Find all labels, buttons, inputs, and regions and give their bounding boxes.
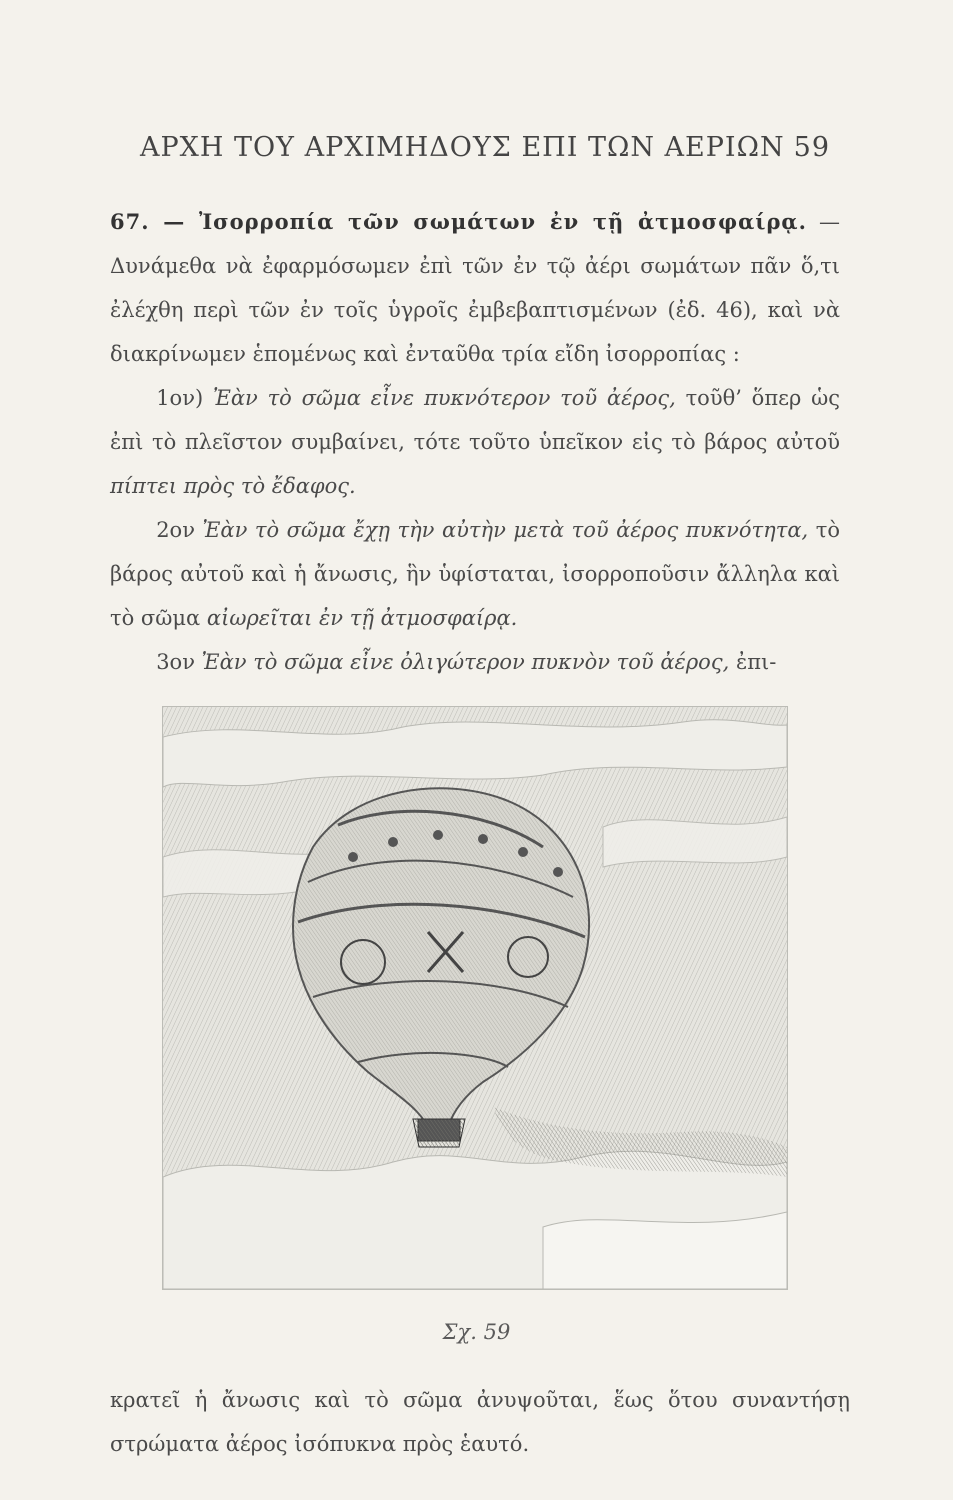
case-2-lead: Ἐὰν τὸ σῶμα ἔχῃ τὴν αὐτὴν μετὰ τοῦ ἀέρος πυκνότητα, — [202, 518, 809, 542]
case-1-lead: Ἐὰν τὸ σῶμα εἶνε πυκνότερον τοῦ ἀέρος, — [212, 386, 676, 410]
case-2-tail: αἰωρεῖται ἐν τῇ ἀτμοσφαίρᾳ. — [206, 606, 518, 630]
case-2 — [110, 508, 840, 640]
case-1-text: τοῦθ’ ὅπερ ὡς ἐπὶ τὸ πλεῖστον συμβαίνει, τότε τοῦτο ὑπεῖκον εἰς τὸ βάρος αὐτοῦ — [110, 386, 840, 454]
case-3-number: 3ον — [156, 650, 195, 674]
section-heading: 67. — Ἰσορροπία τῶν σωμάτων ἐν τῇ ἀτμοσφαίρᾳ. — [110, 209, 807, 234]
case-2-text: τὸ βάρος αὐτοῦ καὶ ἡ ἄνωσις, ἣν ὑφίσταται, ἰσορροποῦσιν ἄλληλα καὶ τὸ σῶμα — [110, 518, 840, 630]
balloon-illustration — [163, 707, 787, 1289]
case-1-number: 1ον) — [156, 386, 204, 410]
main-text — [110, 200, 840, 684]
case-2-number: 2ον — [156, 518, 195, 542]
case-3 — [110, 640, 840, 684]
case-3-lead: Ἐὰν τὸ σῶμα εἶνε ὀλιγώτερον πυκνὸν τοῦ ἀέρος, — [201, 650, 730, 674]
balloon-engraving — [162, 706, 788, 1290]
continuation-text — [110, 1378, 850, 1466]
case-1-tail: πίπτει πρὸς τὸ ἔδαφος. — [110, 474, 356, 498]
figure-caption: Σχ. 59 — [442, 1320, 511, 1344]
page-number: 59 — [793, 132, 830, 163]
case-1 — [110, 376, 840, 508]
running-header — [140, 132, 830, 163]
running-title: ΑΡΧΗ ΤΟΥ ΑΡΧΙΜΗΔΟΥΣ ΕΠΙ ΤΩΝ ΑΕΡΙΩΝ — [140, 132, 785, 163]
continuation-paragraph: κρατεῖ ἡ ἄνωσις καὶ τὸ σῶμα ἀνυψοῦται, ἕως ὅτου συναντήσῃ στρώματα ἀέρος ἰσόπυκνα πρὸς ἑαυτό. — [110, 1388, 850, 1456]
section-paragraph — [110, 200, 840, 376]
section-intro: — Δυνάμεθα νὰ ἐφαρμόσωμεν ἐπὶ τῶν ἐν τῷ ἀέρι σωμάτων πᾶν ὅ,τι ἐλέχθη περὶ τῶν ἐν τοῖς ὑγροῖς ἐμβεβαπτισμένων (ἐδ. 46), καὶ νὰ διακρίνωμεν ἑπομένως καὶ ἐνταῦθα τρία εἴδη ἰσορροπίας : — [110, 210, 840, 366]
case-3-text: ἐπι- — [729, 650, 777, 674]
